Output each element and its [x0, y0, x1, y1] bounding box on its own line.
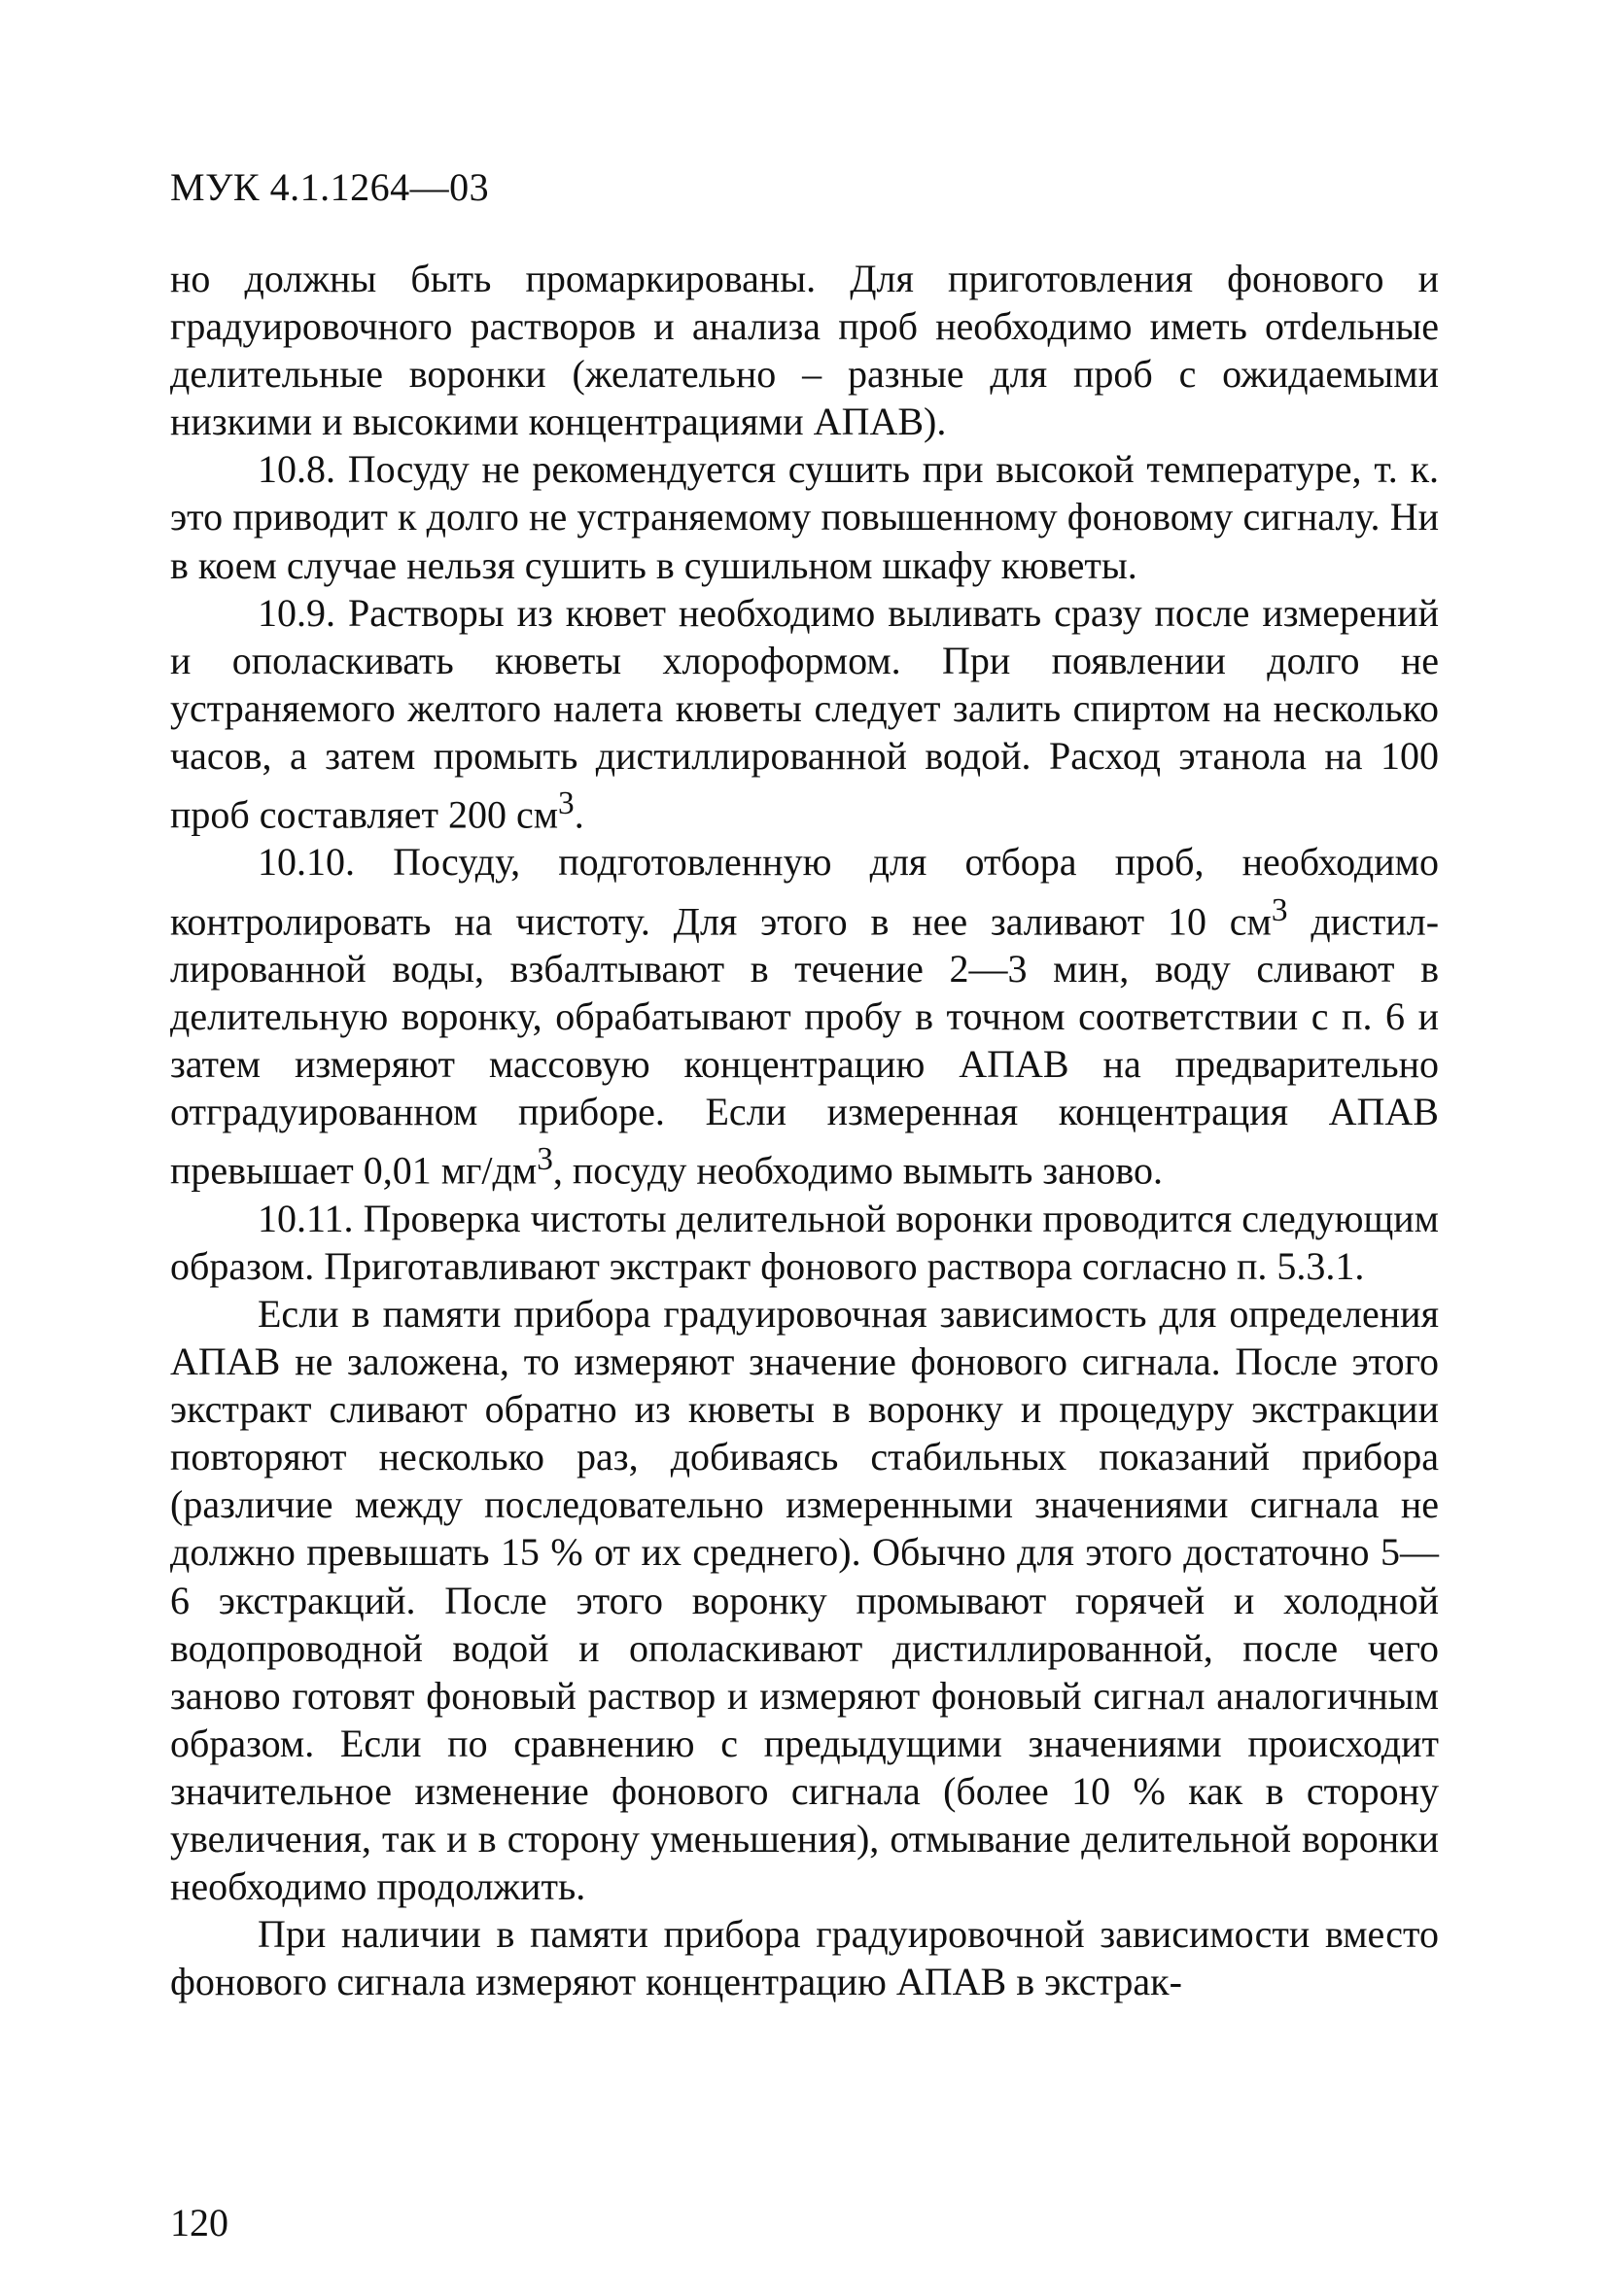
superscript: 3	[558, 785, 575, 822]
paragraph-10-10	[170, 838, 1439, 1194]
paragraph-text: дистиллированной воды, взбалтывают в течение 2—3 мин, воду сливают в делительную воронку, обрабатывают пробу в точном соответствии с п. 6 и затем измеряют массовую концентрацию АПАВ на предварительно отградуированном приборе. Если измеренная концентрация АПАВ превышает 0,01 мг/дм	[170, 898, 1440, 1193]
paragraph-10-9	[170, 589, 1439, 839]
paragraph-continuation: но должны быть промаркированы. Для приготовления фонового и градуировочного растворов и анализа проб необходимо иметь отdельные делительные воронки (желательно – разные для проб с ожидаемыми низкими и высокими концентрациями АПАВ).	[170, 257, 1439, 444]
paragraph-10-11: 10.11. Проверка чистоты делительной воронки проводится следующим образом. Приготавливают экстракт фонового раствора согласно п. 5.3.1.	[170, 1196, 1439, 1288]
paragraph-text: 10.9. Растворы из кювет необходимо выливать сразу после измерений и ополаскивать кюветы хлороформом. При появлении долго не устраняемого желтого налета кюветы следует залить спиртом на несколько часов, а затем промыть дистиллированной водой. Расход этанола на 100 проб составляет 200 см	[170, 590, 1439, 837]
running-header: МУК 4.1.1264—03	[170, 165, 490, 209]
paragraph-calibration-memory: При наличии в памяти прибора градуировочной зависимости вместо фонового сигнала измеряют концентрацию АПАВ в экстрак-	[170, 1912, 1439, 2004]
body-text	[170, 255, 1439, 2005]
superscript: 3	[1271, 891, 1288, 928]
paragraph-background-check: Если в памяти прибора градуировочная зависимость для определения АПАВ не заложена, то измеряют значение фонового сигнала. После этого экстракт сливают обратно из кюветы в воронку и процедуру экстракции повторяют несколько раз, добиваясь стабильных показаний прибора (различие между последовательно измеренными значениями сигнала не должно превышать 15 % от их среднего). Обычно для этого достаточно 5—6 экстракций. После этого воронку промывают горячей и холодной водопроводной водой и ополаскивают дистиллированной, после чего заново готовят фоновый раствор и измеряют фоновый сигнал аналогичным образом. Если по сравнению с предыдущими значениями происходит значительное изменение фонового сигнала (более 10 % как в сторону увеличения, так и в сторону уменьшения), отмывание делительной воронки необходимо продолжить.	[170, 1291, 1439, 1909]
paragraph-text: , посуду необходимо вымыть заново.	[552, 1148, 1163, 1193]
superscript: 3	[537, 1141, 553, 1178]
page-number: 120	[170, 2201, 228, 2244]
paragraph-text: .	[574, 792, 584, 837]
paragraph-10-8: 10.8. Посуду не рекомендуется сушить при высокой температуре, т. к. это приводит к долго не устраняемому повышенному фоновому сигналу. Ни в коем случае нельзя сушить в сушильном шкафу кюветы.	[170, 447, 1439, 587]
paragraph-text: 10.10. Посуду, подготовленную для отбора проб, необходимо контролировать на чистоту. Для этого в нее заливают 10 см	[170, 840, 1439, 943]
